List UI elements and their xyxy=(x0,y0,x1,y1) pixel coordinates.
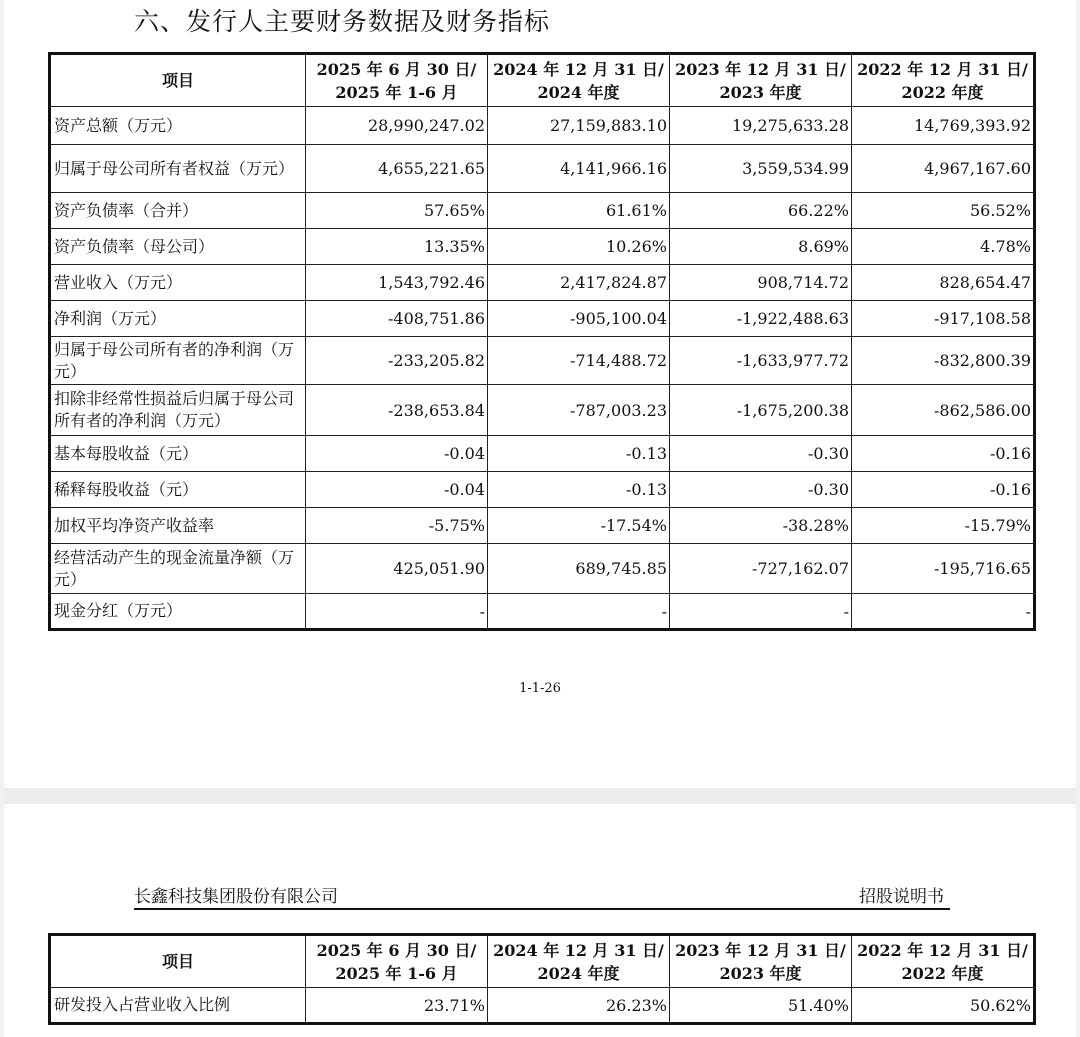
header-line-1: 2025 年 6 月 30 日/ xyxy=(316,940,477,960)
value-cell: -0.13 xyxy=(488,472,670,508)
table-row xyxy=(50,472,1035,508)
value-cell: -714,488.72 xyxy=(488,337,670,385)
header-line-1: 2025 年 6 月 30 日/ xyxy=(316,59,477,79)
page-number: 1-1-26 xyxy=(519,681,561,696)
page-edge-right xyxy=(1076,0,1080,1037)
row-label: 基本每股收益（元） xyxy=(50,436,306,472)
header-line-2: 2022 年度 xyxy=(901,82,984,102)
table-row xyxy=(50,229,1035,265)
value-cell: 28,990,247.02 xyxy=(306,107,488,145)
row-label: 净利润（万元） xyxy=(50,301,306,337)
header-line-1: 项目 xyxy=(161,952,194,971)
row-label: 扣除非经常性损益后归属于母公司所有者的净利润（万元） xyxy=(50,385,306,436)
value-cell: 828,654.47 xyxy=(852,265,1035,301)
header-line-2: 2023 年度 xyxy=(719,82,802,102)
value-cell: -408,751.86 xyxy=(306,301,488,337)
header-line-1: 2024 年 12 月 31 日/ xyxy=(493,59,664,79)
row-label: 研发投入占营业收入比例 xyxy=(50,988,306,1024)
value-cell: -0.16 xyxy=(852,436,1035,472)
value-cell: -0.30 xyxy=(670,436,852,472)
company-name: 长鑫科技集团股份有限公司 xyxy=(134,887,338,907)
table-row xyxy=(50,265,1035,301)
row-label: 归属于母公司所有者的净利润（万元） xyxy=(50,337,306,385)
row-label: 营业收入（万元） xyxy=(50,265,306,301)
value-cell: 57.65% xyxy=(306,193,488,229)
header-period-1 xyxy=(306,935,488,988)
header-line-1: 2022 年 12 月 31 日/ xyxy=(857,940,1028,960)
value-cell: 4,967,167.60 xyxy=(852,145,1035,193)
row-label: 资产总额（万元） xyxy=(50,107,306,145)
value-cell: 3,559,534.99 xyxy=(670,145,852,193)
value-cell: -1,675,200.38 xyxy=(670,385,852,436)
value-cell: 13.35% xyxy=(306,229,488,265)
row-label: 经营活动产生的现金流量净额（万元） xyxy=(50,544,306,594)
header-period-3 xyxy=(670,935,852,988)
value-cell: -233,205.82 xyxy=(306,337,488,385)
value-cell: 10.26% xyxy=(488,229,670,265)
header-period-2 xyxy=(488,935,670,988)
value-cell: -0.16 xyxy=(852,472,1035,508)
header-period-4 xyxy=(852,935,1035,988)
value-cell: -17.54% xyxy=(488,508,670,544)
header-line-1: 2022 年 12 月 31 日/ xyxy=(857,59,1028,79)
value-cell: -0.04 xyxy=(306,436,488,472)
value-cell: 4,655,221.65 xyxy=(306,145,488,193)
value-cell: 689,745.85 xyxy=(488,544,670,594)
value-cell: - xyxy=(488,594,670,630)
value-cell: -862,586.00 xyxy=(852,385,1035,436)
value-cell: 4,141,966.16 xyxy=(488,145,670,193)
row-label: 资产负债率（合并） xyxy=(50,193,306,229)
running-header xyxy=(134,880,950,910)
table-row xyxy=(50,193,1035,229)
header-line-2: 2025 年 1-6 月 xyxy=(335,963,458,983)
table-header-row xyxy=(50,54,1035,107)
document-type: 招股说明书 xyxy=(859,887,944,907)
value-cell: 4.78% xyxy=(852,229,1035,265)
section-title: 六、发行人主要财务数据及财务指标 xyxy=(134,7,551,36)
row-label: 加权平均净资产收益率 xyxy=(50,508,306,544)
value-cell: - xyxy=(852,594,1035,630)
page-edge-left xyxy=(0,0,4,1037)
header-line-2: 2025 年 1-6 月 xyxy=(335,82,458,102)
table-row xyxy=(50,301,1035,337)
table-row xyxy=(50,337,1035,385)
value-cell: 51.40% xyxy=(670,988,852,1024)
value-cell: -832,800.39 xyxy=(852,337,1035,385)
value-cell: -1,922,488.63 xyxy=(670,301,852,337)
value-cell: -917,108.58 xyxy=(852,301,1035,337)
value-cell: -727,162.07 xyxy=(670,544,852,594)
value-cell: 1,543,792.46 xyxy=(306,265,488,301)
table-row xyxy=(50,508,1035,544)
header-line-1: 2023 年 12 月 31 日/ xyxy=(675,59,846,79)
value-cell: 908,714.72 xyxy=(670,265,852,301)
table-row xyxy=(50,988,1035,1024)
header-line-2: 2023 年度 xyxy=(719,963,802,983)
value-cell: - xyxy=(306,594,488,630)
value-cell: 2,417,824.87 xyxy=(488,265,670,301)
row-label: 现金分红（万元） xyxy=(50,594,306,630)
table-row xyxy=(50,436,1035,472)
value-cell: -0.30 xyxy=(670,472,852,508)
value-cell: -905,100.04 xyxy=(488,301,670,337)
value-cell: - xyxy=(670,594,852,630)
value-cell: -1,633,977.72 xyxy=(670,337,852,385)
table-row xyxy=(50,145,1035,193)
header-item-label xyxy=(50,54,306,107)
row-label: 稀释每股收益（元） xyxy=(50,472,306,508)
value-cell: 425,051.90 xyxy=(306,544,488,594)
value-cell: 66.22% xyxy=(670,193,852,229)
header-line-1: 项目 xyxy=(161,71,194,90)
header-period-2 xyxy=(488,54,670,107)
table-row xyxy=(50,594,1035,630)
value-cell: -195,716.65 xyxy=(852,544,1035,594)
financial-data-table xyxy=(48,52,1036,631)
value-cell: 27,159,883.10 xyxy=(488,107,670,145)
value-cell: -5.75% xyxy=(306,508,488,544)
header-line-2: 2022 年度 xyxy=(901,963,984,983)
header-period-4 xyxy=(852,54,1035,107)
value-cell: 50.62% xyxy=(852,988,1035,1024)
header-line-2: 2024 年度 xyxy=(537,963,620,983)
table-row xyxy=(50,385,1035,436)
value-cell: -787,003.23 xyxy=(488,385,670,436)
value-cell: -15.79% xyxy=(852,508,1035,544)
page-separator xyxy=(0,788,1080,804)
table-row xyxy=(50,107,1035,145)
value-cell: 14,769,393.92 xyxy=(852,107,1035,145)
rd-ratio-table xyxy=(48,933,1036,1025)
value-cell: 26.23% xyxy=(488,988,670,1024)
header-period-1 xyxy=(306,54,488,107)
value-cell: -238,653.84 xyxy=(306,385,488,436)
value-cell: -0.04 xyxy=(306,472,488,508)
value-cell: 19,275,633.28 xyxy=(670,107,852,145)
row-label: 归属于母公司所有者权益（万元） xyxy=(50,145,306,193)
header-line-1: 2024 年 12 月 31 日/ xyxy=(493,940,664,960)
value-cell: 8.69% xyxy=(670,229,852,265)
table-row xyxy=(50,544,1035,594)
header-line-2: 2024 年度 xyxy=(537,82,620,102)
value-cell: 61.61% xyxy=(488,193,670,229)
table-header-row xyxy=(50,935,1035,988)
value-cell: 23.71% xyxy=(306,988,488,1024)
row-label: 资产负债率（母公司） xyxy=(50,229,306,265)
value-cell: 56.52% xyxy=(852,193,1035,229)
header-item-label xyxy=(50,935,306,988)
header-line-1: 2023 年 12 月 31 日/ xyxy=(675,940,846,960)
value-cell: -38.28% xyxy=(670,508,852,544)
header-period-3 xyxy=(670,54,852,107)
value-cell: -0.13 xyxy=(488,436,670,472)
